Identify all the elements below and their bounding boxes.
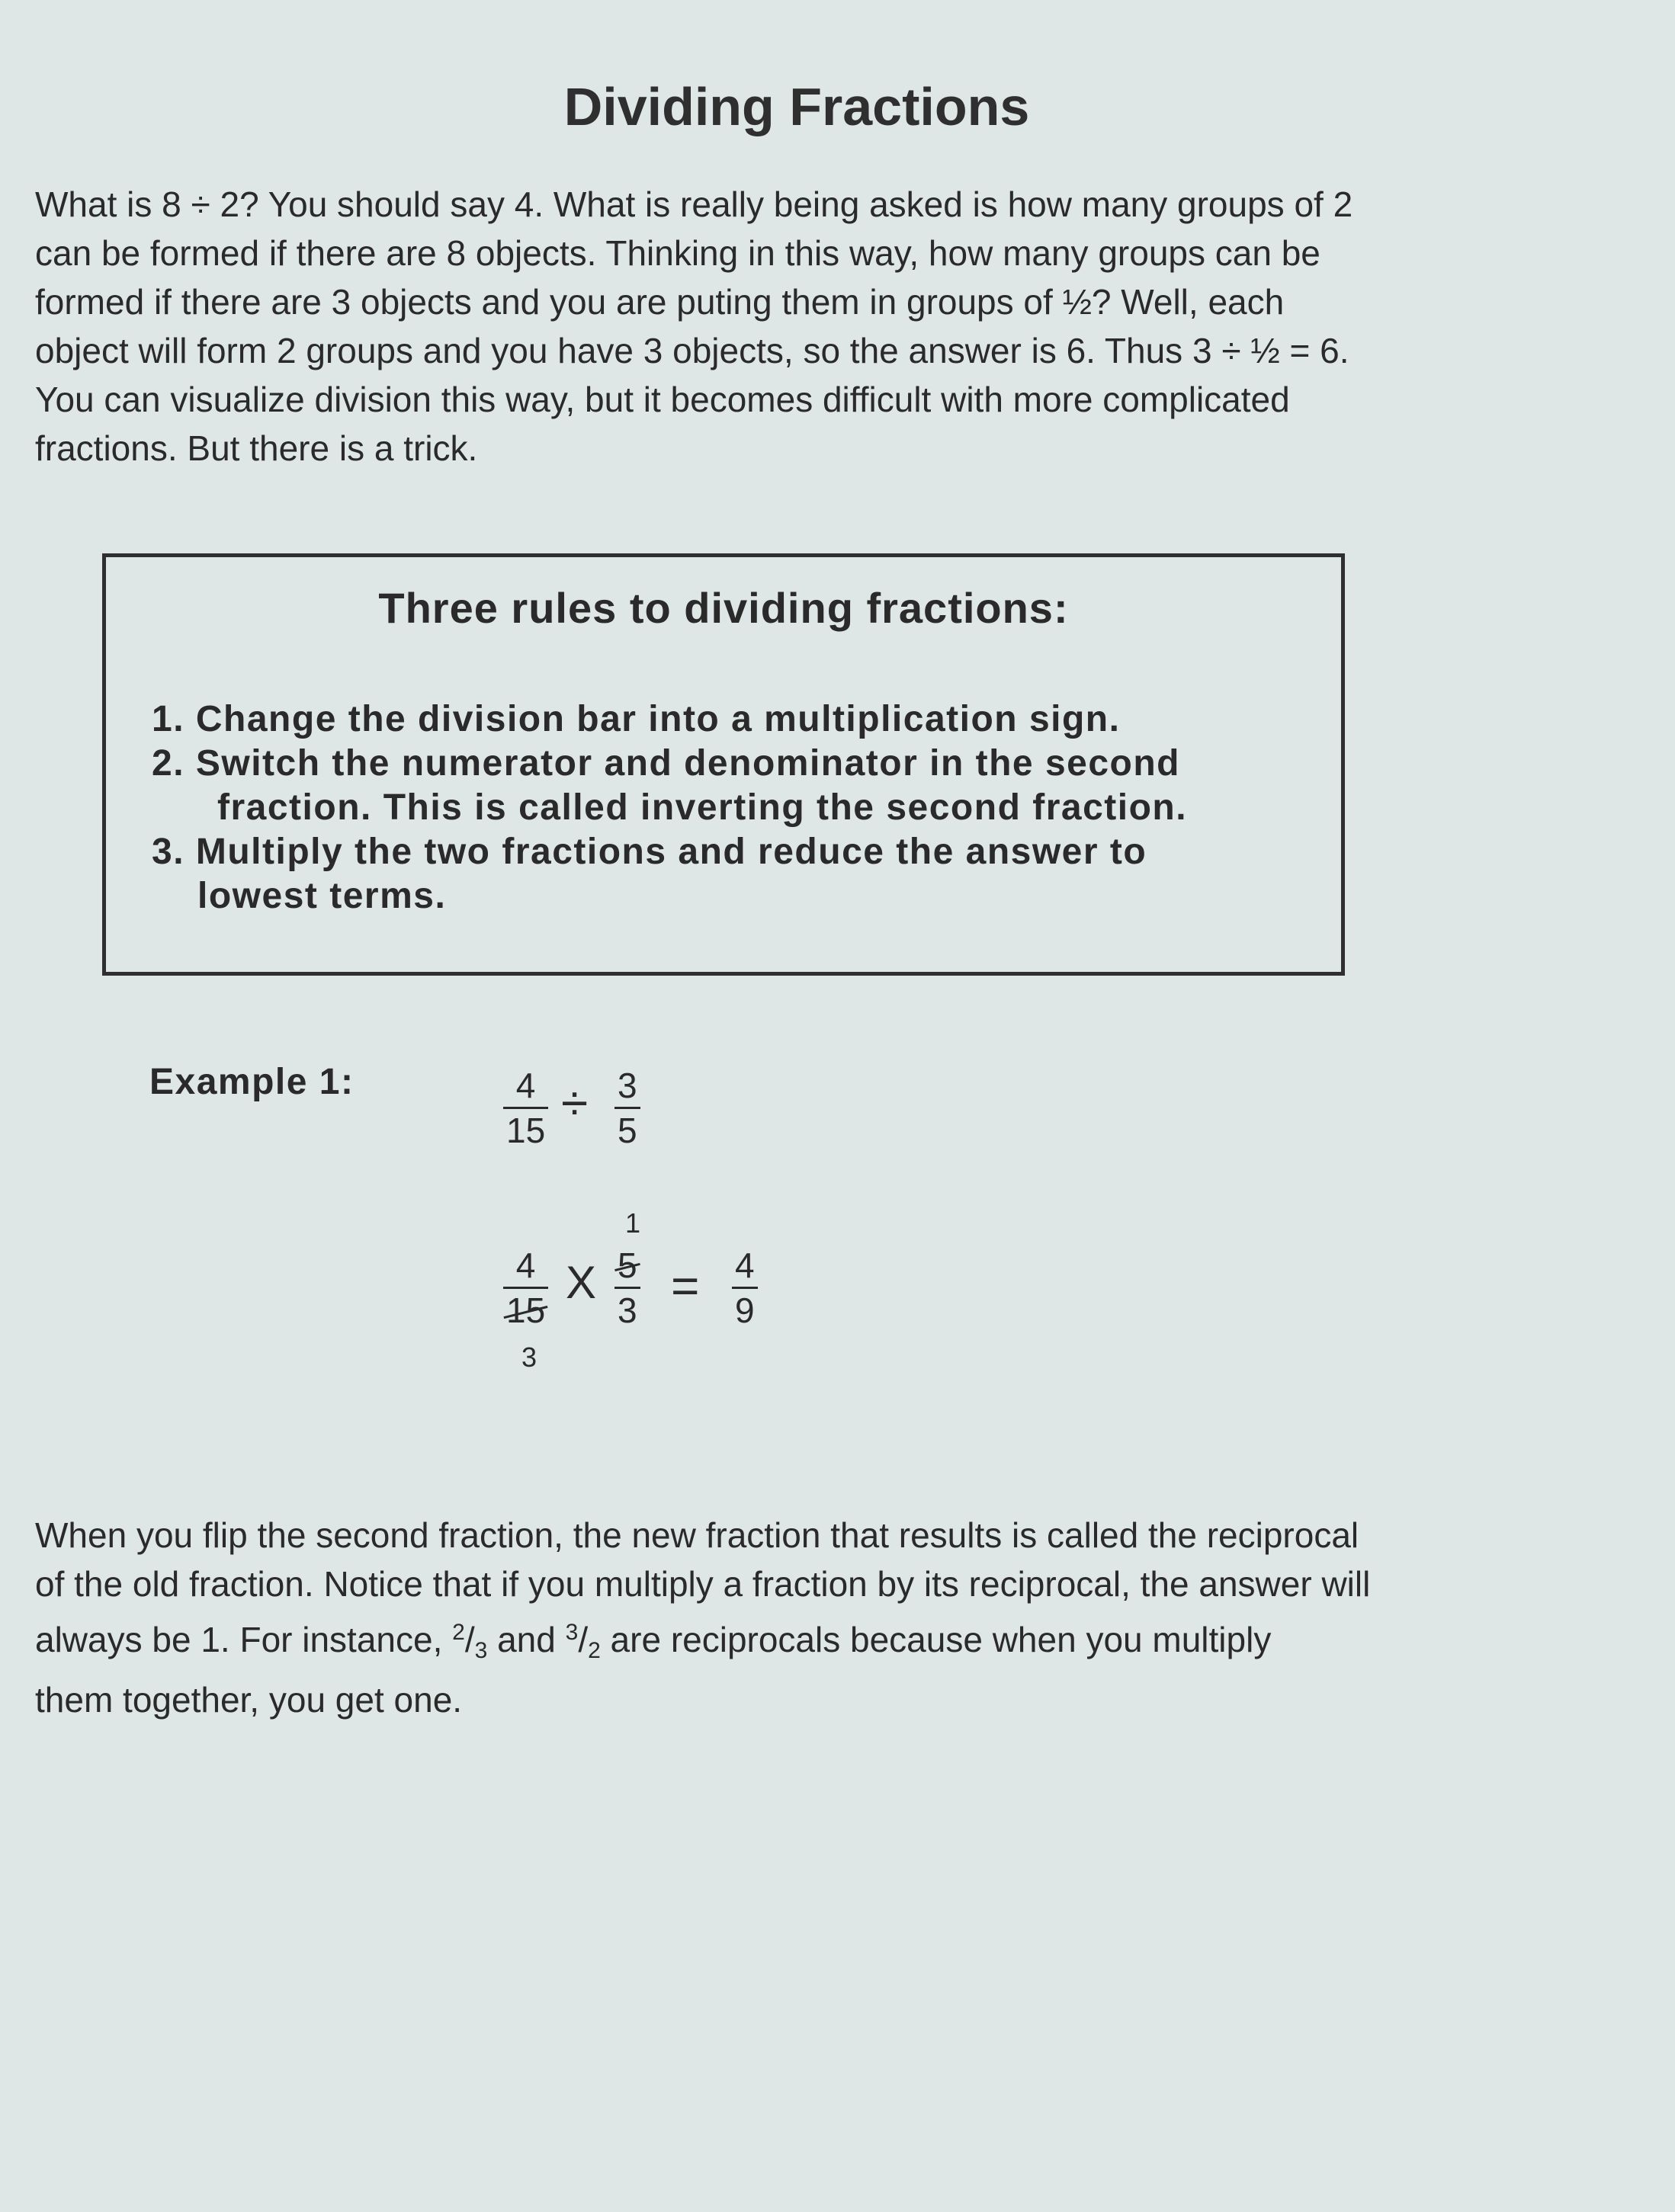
multiplication-sign: X <box>566 1257 597 1308</box>
denominator <box>503 1289 548 1332</box>
numerator: 4 <box>503 1064 548 1109</box>
rule-item <box>152 830 1187 918</box>
rule-text: 3. Multiply the two fractions and reduce the answer to <box>152 832 1147 872</box>
fraction-3-5 <box>614 1064 640 1152</box>
reduced-denominator: 3 <box>521 1342 537 1373</box>
fraction-three-halves-num: 3 <box>565 1620 579 1645</box>
rules-title: Three rules to dividing fractions: <box>378 584 1069 632</box>
rule-continuation: fraction. This is called inverting the second fraction. <box>217 787 1188 828</box>
numerator: 4 <box>732 1244 758 1289</box>
denominator: 15 <box>506 1111 546 1150</box>
numerator <box>614 1244 640 1289</box>
division-sign: ÷ <box>561 1076 589 1130</box>
numerator: 4 <box>503 1244 548 1289</box>
fraction-slash: / <box>578 1620 589 1659</box>
rules-box <box>102 553 1345 976</box>
fraction-three-halves-den: 2 <box>588 1638 601 1663</box>
rule-continuation: lowest terms. <box>197 876 447 916</box>
cancelled-numerator: 5 <box>618 1245 637 1285</box>
text-run: and <box>487 1620 566 1659</box>
rules-list <box>152 697 1187 918</box>
intro-line: You can visualize division this way, but it becomes difficult with more complicated <box>35 380 1290 419</box>
intro-paragraph <box>35 180 1590 473</box>
equals-sign: = <box>671 1258 700 1313</box>
rule-text: 1. Change the division bar into a multiplication sign. <box>152 699 1121 739</box>
rule-item <box>152 697 1187 742</box>
cancelled-denominator: 15 <box>506 1290 546 1330</box>
fraction-4-15 <box>503 1064 548 1152</box>
text-run: always be 1. For instance, <box>35 1620 453 1659</box>
intro-line: What is 8 ÷ 2? You should say 4. What is really being asked is how many groups of 2 <box>35 184 1353 224</box>
fraction-two-thirds-num: 2 <box>452 1620 465 1645</box>
fraction-4-15-cancelled <box>503 1244 548 1332</box>
denominator: 5 <box>618 1111 637 1150</box>
rule-text: 2. Switch the numerator and denominator in the second <box>152 743 1180 784</box>
fraction-4-9 <box>732 1244 758 1332</box>
reciprocal-line <box>35 1608 1590 1675</box>
numerator: 3 <box>614 1064 640 1109</box>
intro-line: object will form 2 groups and you have 3 objects, so the answer is 6. Thus 3 ÷ ½ = 6. <box>35 331 1349 370</box>
text-run: are reciprocals because when you multiply <box>600 1620 1272 1659</box>
reciprocal-paragraph <box>35 1511 1590 1724</box>
denominator: 9 <box>735 1290 755 1330</box>
fraction-5-3-cancelled <box>614 1244 640 1332</box>
intro-line: formed if there are 3 objects and you are puting them in groups of ½? Well, each <box>35 282 1285 322</box>
reduced-numerator: 1 <box>625 1207 641 1239</box>
example-label: Example 1: <box>149 1062 355 1102</box>
fraction-two-thirds-den: 3 <box>474 1638 488 1663</box>
reciprocal-line: of the old fraction. Notice that if you multiply a fraction by its reciprocal, the answer will <box>35 1564 1371 1604</box>
intro-line: fractions. But there is a trick. <box>35 428 478 468</box>
intro-line: can be formed if there are 8 objects. Thinking in this way, how many groups can be <box>35 233 1320 273</box>
rule-item <box>152 742 1187 830</box>
fraction-slash: / <box>464 1620 475 1659</box>
page-title: Dividing Fractions <box>563 77 1030 136</box>
denominator: 3 <box>618 1290 637 1330</box>
reciprocal-line: When you flip the second fraction, the new fraction that results is called the reciprocal <box>35 1515 1359 1555</box>
reciprocal-line: them together, you get one. <box>35 1680 463 1720</box>
